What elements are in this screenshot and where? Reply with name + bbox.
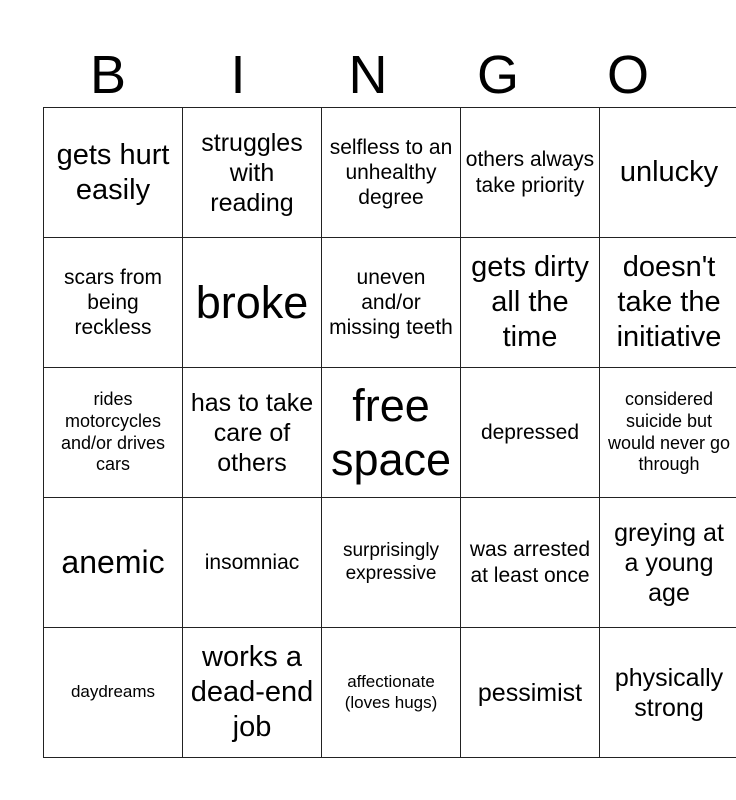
bingo-cell: unlucky xyxy=(600,108,736,238)
bingo-row xyxy=(44,498,736,628)
bingo-cell: physically strong xyxy=(600,628,736,758)
bingo-cell: uneven and/or missing teeth xyxy=(322,238,461,368)
header-letter-n: N xyxy=(348,45,388,105)
bingo-cell: affectionate (loves hugs) xyxy=(322,628,461,758)
bingo-cell: insomniac xyxy=(183,498,322,628)
header-letter-o: O xyxy=(606,45,649,105)
bingo-row xyxy=(44,108,736,238)
bingo-cell: considered suicide but would never go through xyxy=(600,368,736,498)
bingo-row xyxy=(44,368,736,498)
bingo-cell: depressed xyxy=(461,368,600,498)
bingo-cell: works a dead-end job xyxy=(183,628,322,758)
bingo-cell: has to take care of others xyxy=(183,368,322,498)
free-space-cell: free space xyxy=(322,368,461,498)
bingo-row xyxy=(44,628,736,758)
bingo-cell: anemic xyxy=(44,498,183,628)
bingo-cell: selfless to an unhealthy degree xyxy=(322,108,461,238)
bingo-cell: surprisingly expressive xyxy=(322,498,461,628)
bingo-cell: doesn't take the initiative xyxy=(600,238,736,368)
bingo-cell: broke xyxy=(183,238,322,368)
bingo-row xyxy=(44,238,736,368)
bingo-card xyxy=(43,107,736,758)
header-letter-b: B xyxy=(89,45,127,105)
bingo-cell: daydreams xyxy=(44,628,183,758)
bingo-cell: struggles with reading xyxy=(183,108,322,238)
bingo-cell: was arrested at least once xyxy=(461,498,600,628)
bingo-cell: scars from being reckless xyxy=(44,238,183,368)
bingo-cell: gets dirty all the time xyxy=(461,238,600,368)
header-letter-g: G xyxy=(476,45,519,105)
bingo-cell: pessimist xyxy=(461,628,600,758)
bingo-header xyxy=(43,44,693,106)
bingo-cell: rides motorcycles and/or drives cars xyxy=(44,368,183,498)
header-letter-i: I xyxy=(230,45,246,105)
bingo-cell: others always take priority xyxy=(461,108,600,238)
bingo-cell: greying at a young age xyxy=(600,498,736,628)
bingo-cell: gets hurt easily xyxy=(44,108,183,238)
